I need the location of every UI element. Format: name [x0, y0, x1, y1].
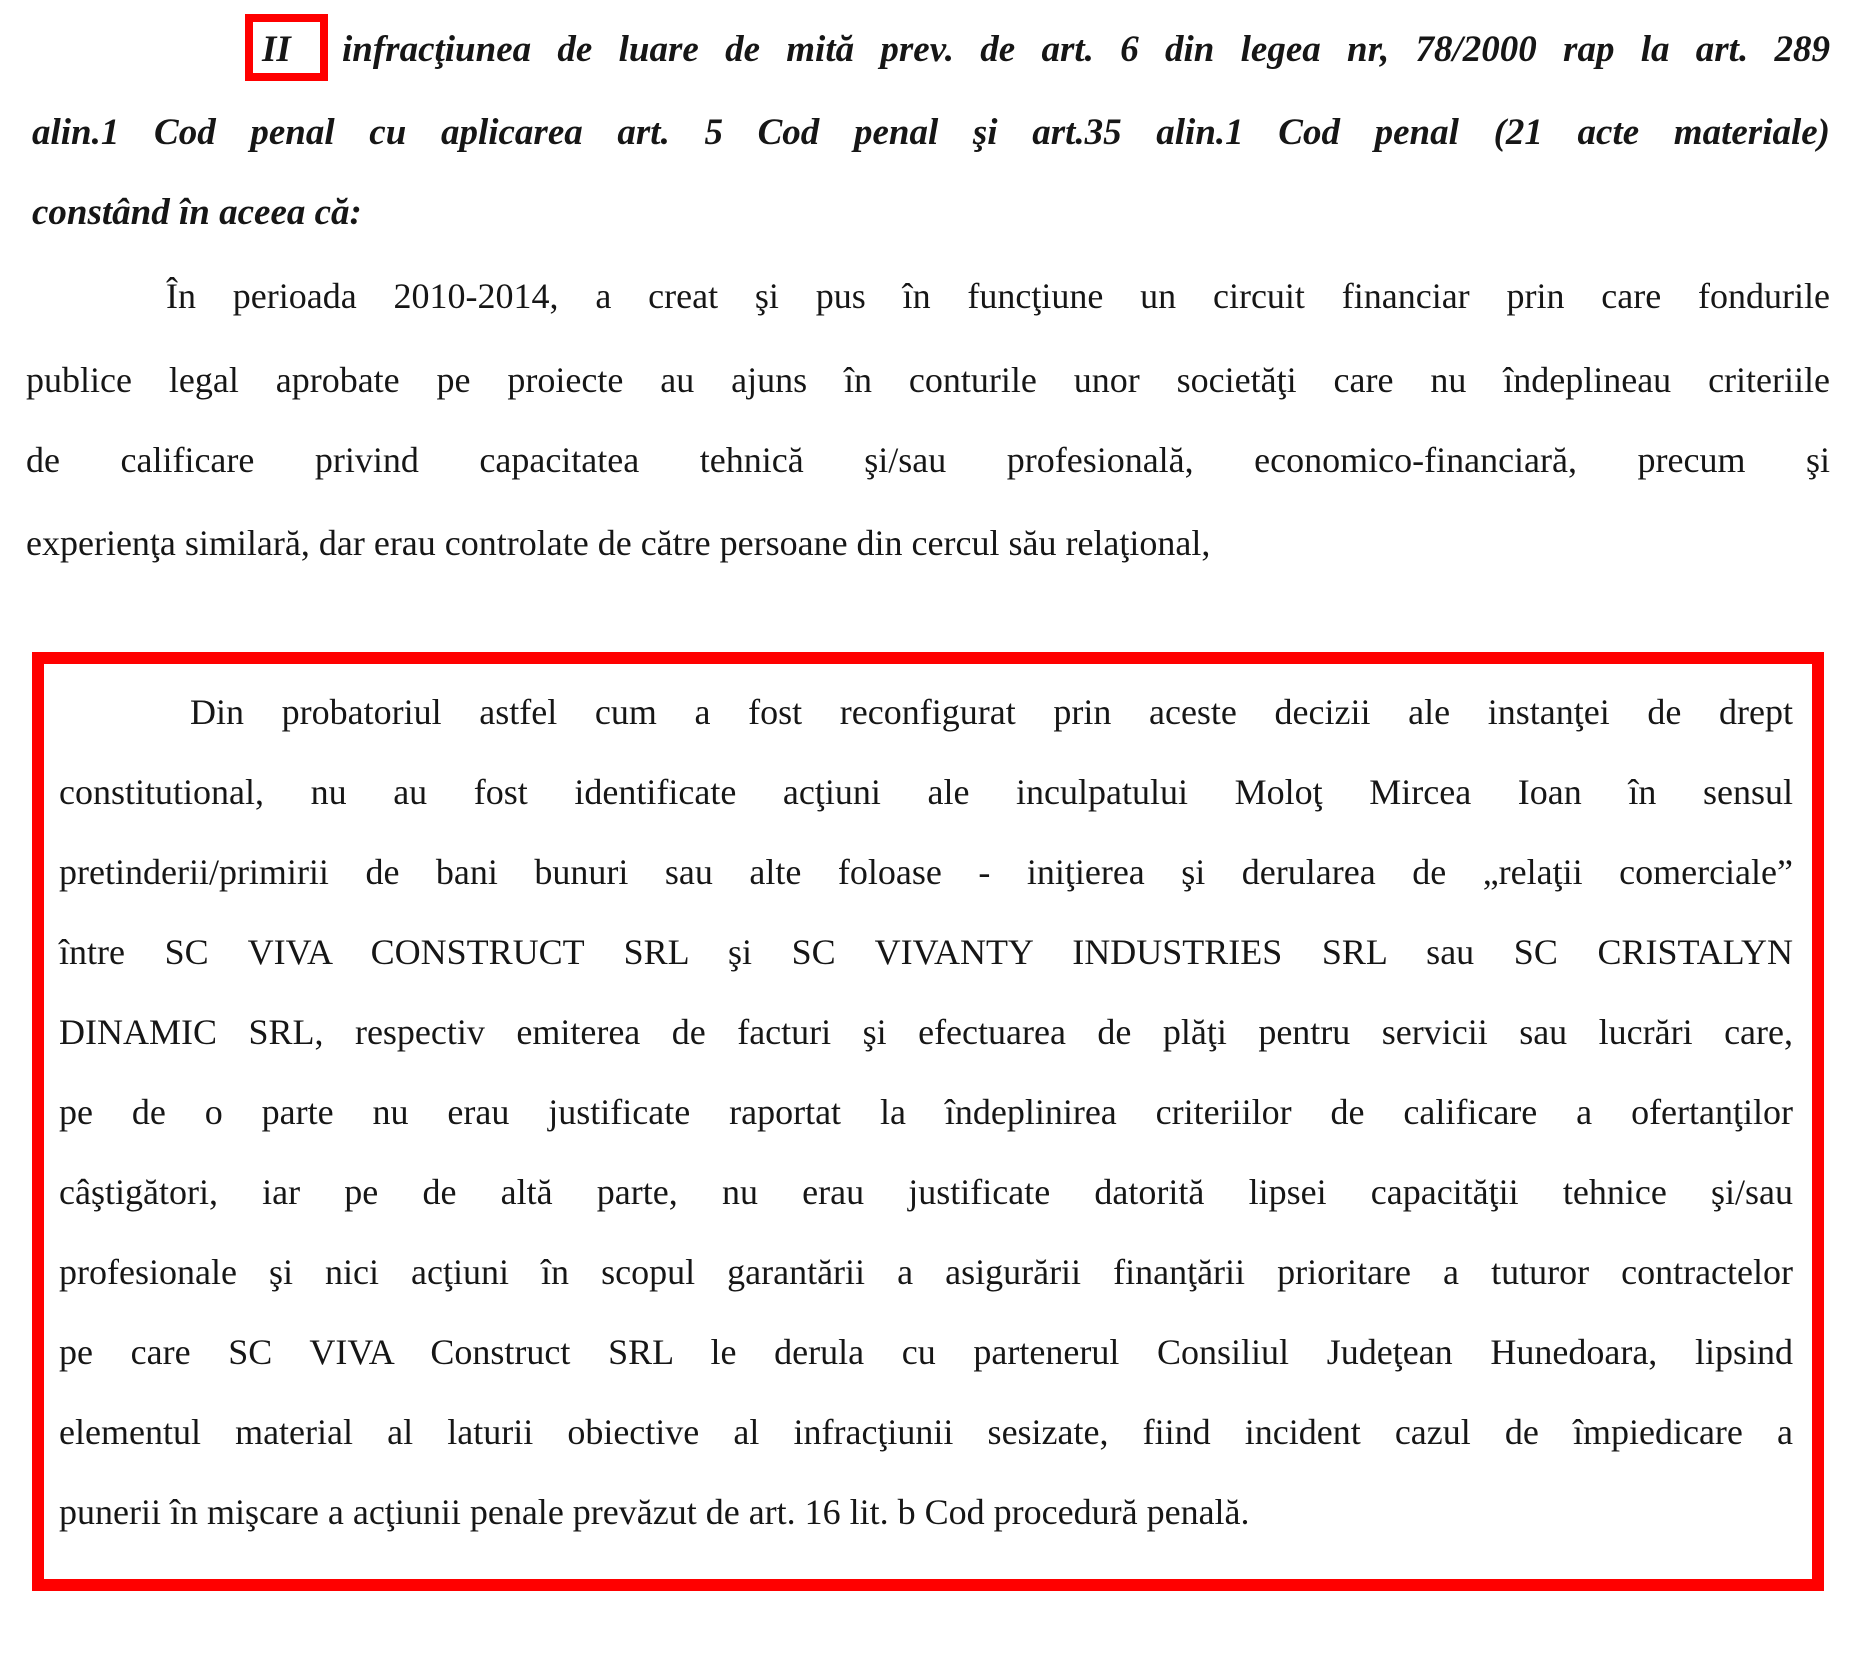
excerpt-line-1: Din probatoriul astfel cum a fost reconfigurat prin aceste decizii ale instanţei de drept	[190, 692, 1793, 732]
paragraph-line-1: În perioada 2010-2014, a creat şi pus în funcţiune un circuit financiar prin care fondurile	[166, 276, 1830, 316]
excerpt-line-10: elementul material al laturii obiective al infracţiunii sesizate, fiind incident cazul de împiedicare a	[59, 1412, 1793, 1452]
excerpt-line-3: pretinderii/primirii de bani bunuri sau alte foloase - iniţierea şi derularea de „relaţii comerciale”	[59, 852, 1793, 892]
excerpt-line-6: pe de o parte nu erau justificate raportat la îndeplinirea criteriilor de calificare a ofertanţilor	[59, 1092, 1793, 1132]
heading-line-2: alin.1 Cod penal cu aplicarea art. 5 Cod penal şi art.35 alin.1 Cod penal (21 acte materiale)	[32, 112, 1830, 153]
heading-line-3: constând în aceea că:	[32, 192, 362, 233]
section-number: II	[262, 29, 291, 70]
paragraph-line-2: publice legal aprobate pe proiecte au ajuns în conturile unor societăţi care nu îndeplineau criteriile	[26, 360, 1830, 400]
excerpt-line-11: punerii în mişcare a acţiunii penale prevăzut de art. 16 lit. b Cod procedură penală.	[59, 1492, 1250, 1532]
excerpt-line-9: pe care SC VIVA Construct SRL le derula cu partenerul Consiliul Judeţean Hunedoara, lipsind	[59, 1332, 1793, 1372]
paragraph-line-4: experienţa similară, dar erau controlate de către persoane din cercul său relaţional,	[26, 523, 1211, 563]
paragraph-line-3: de calificare privind capacitatea tehnică şi/sau profesională, economico-financiară, precum şi	[26, 440, 1830, 480]
heading-line-1: infracţiunea de luare de mită prev. de art. 6 din legea nr, 78/2000 rap la art. 289	[342, 29, 1830, 70]
excerpt-line-8: profesionale şi nici acţiuni în scopul garantării a asigurării finanţării prioritare a tuturor contractelor	[59, 1252, 1793, 1292]
excerpt-line-4: între SC VIVA CONSTRUCT SRL şi SC VIVANTY INDUSTRIES SRL sau SC CRISTALYN	[59, 932, 1793, 972]
excerpt-line-2: constitutional, nu au fost identificate acţiuni ale inculpatului Moloţ Mircea Ioan în sensul	[59, 772, 1793, 812]
excerpt-line-5: DINAMIC SRL, respectiv emiterea de facturi şi efectuarea de plăţi pentru servicii sau lucrări care,	[59, 1012, 1793, 1052]
excerpt-line-7: câştigători, iar pe de altă parte, nu erau justificate datorită lipsei capacităţii tehnice şi/sau	[59, 1172, 1793, 1212]
